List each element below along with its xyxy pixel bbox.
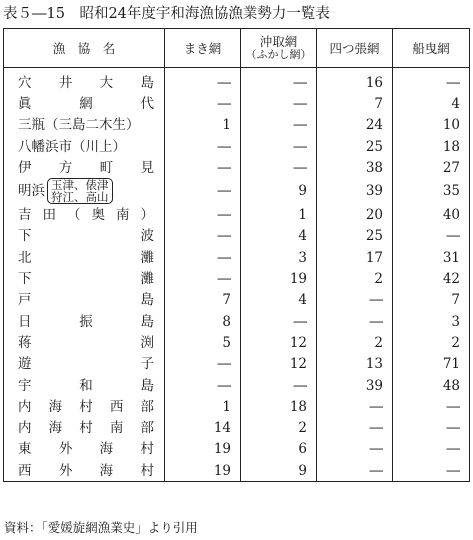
name-text: 明浜 xyxy=(18,183,45,200)
table-row xyxy=(4,354,470,375)
name-with-subareas xyxy=(18,178,113,204)
name-text: 戸島 xyxy=(18,292,154,309)
cell-name xyxy=(4,396,165,417)
cell-makiami: ― xyxy=(165,157,241,178)
subarea-bracket xyxy=(47,178,113,204)
cell-okitori: 18 xyxy=(241,396,317,417)
cell-makiami: ― xyxy=(165,354,241,375)
cell-name xyxy=(4,93,165,114)
cell-name xyxy=(4,417,165,438)
name-text: 東外海村 xyxy=(18,441,154,458)
cell-name xyxy=(4,460,165,482)
name-text: 蒋渕 xyxy=(18,334,154,351)
header-row xyxy=(4,29,470,68)
name-text: 内海村南部 xyxy=(18,420,154,437)
cell-yotsude: ― xyxy=(317,439,393,460)
cell-name xyxy=(4,226,165,247)
name-text: 伊方町見 xyxy=(18,159,154,176)
cell-okitori: 9 xyxy=(241,178,317,204)
cell-name xyxy=(4,311,165,332)
source-note: 資料：「愛媛旋網漁業史」より引用 xyxy=(4,520,198,535)
table-body xyxy=(4,68,470,482)
table-row xyxy=(4,439,470,460)
cell-yotsude: 24 xyxy=(317,115,393,136)
cell-okitori: 19 xyxy=(241,268,317,289)
table-row xyxy=(4,247,470,268)
cell-okitori: ― xyxy=(241,68,317,94)
table-row xyxy=(4,290,470,311)
cell-funahiki: 10 xyxy=(393,115,470,136)
cell-yotsude: ― xyxy=(317,396,393,417)
name-text: 八幡浜市（川上） xyxy=(18,138,126,155)
name-text: 日振島 xyxy=(18,313,154,330)
cell-okitori: 12 xyxy=(241,332,317,353)
header-okitori-sub: （ふかし網） xyxy=(245,48,312,61)
cell-funahiki: 27 xyxy=(393,157,470,178)
cell-yotsude: 25 xyxy=(317,136,393,157)
cell-okitori: 2 xyxy=(241,417,317,438)
table-row xyxy=(4,417,470,438)
cell-name xyxy=(4,332,165,353)
cell-funahiki: 48 xyxy=(393,375,470,396)
cell-makiami: 7 xyxy=(165,290,241,311)
cell-okitori: 9 xyxy=(241,460,317,482)
cell-yotsude: 17 xyxy=(317,247,393,268)
cell-funahiki: ― xyxy=(393,417,470,438)
cell-okitori: ― xyxy=(241,311,317,332)
name-text: 穴井大島 xyxy=(18,74,154,91)
table-row xyxy=(4,115,470,136)
cell-makiami: ― xyxy=(165,226,241,247)
cell-name xyxy=(4,68,165,94)
cell-makiami: 1 xyxy=(165,396,241,417)
cell-makiami: ― xyxy=(165,178,241,204)
cell-okitori: 12 xyxy=(241,354,317,375)
cell-okitori: ― xyxy=(241,136,317,157)
cell-name xyxy=(4,204,165,225)
cell-funahiki: ― xyxy=(393,396,470,417)
table-row xyxy=(4,68,470,94)
cell-funahiki: 7 xyxy=(393,290,470,311)
table-row xyxy=(4,268,470,289)
header-yotsudehari: 四つ張網 xyxy=(317,29,393,68)
cell-yotsude: ― xyxy=(317,417,393,438)
cell-funahiki: 3 xyxy=(393,311,470,332)
name-text: 遊子 xyxy=(18,356,154,373)
cell-yotsude: 20 xyxy=(317,204,393,225)
subarea-line-1: 玉津、俵津 xyxy=(51,178,109,193)
header-name: 漁 協 名 xyxy=(4,29,165,68)
table-title: 表５―15 昭和24年度宇和海漁協漁業勢力一覧表 xyxy=(3,6,330,22)
fishery-table xyxy=(3,28,470,482)
name-text: 下灘 xyxy=(18,271,154,288)
cell-yotsude: 39 xyxy=(317,178,393,204)
cell-yotsude: 2 xyxy=(317,268,393,289)
cell-okitori: 3 xyxy=(241,247,317,268)
cell-yotsude: 38 xyxy=(317,157,393,178)
cell-okitori: ― xyxy=(241,157,317,178)
table-row xyxy=(4,226,470,247)
cell-makiami: ― xyxy=(165,204,241,225)
subarea-line-2: 狩江、高山 xyxy=(51,190,109,205)
cell-name xyxy=(4,247,165,268)
cell-name xyxy=(4,136,165,157)
cell-funahiki: 2 xyxy=(393,332,470,353)
cell-funahiki: 42 xyxy=(393,268,470,289)
cell-yotsude: ― xyxy=(317,290,393,311)
cell-makiami: 19 xyxy=(165,460,241,482)
cell-name xyxy=(4,157,165,178)
name-text: 下波 xyxy=(18,228,154,245)
cell-funahiki: 40 xyxy=(393,204,470,225)
table-row xyxy=(4,204,470,225)
table-row xyxy=(4,375,470,396)
header-okitori xyxy=(241,29,317,68)
table-row xyxy=(4,93,470,114)
table-row xyxy=(4,311,470,332)
cell-yotsude: 13 xyxy=(317,354,393,375)
cell-makiami: 8 xyxy=(165,311,241,332)
cell-okitori: ― xyxy=(241,93,317,114)
table-row xyxy=(4,332,470,353)
cell-yotsude: 25 xyxy=(317,226,393,247)
table-row xyxy=(4,136,470,157)
cell-name xyxy=(4,290,165,311)
cell-makiami: ― xyxy=(165,268,241,289)
cell-makiami: ― xyxy=(165,136,241,157)
cell-makiami: 1 xyxy=(165,115,241,136)
name-text: 西外海村 xyxy=(18,462,154,479)
cell-okitori: 6 xyxy=(241,439,317,460)
name-text: 三瓶（三島二木生） xyxy=(18,117,140,134)
name-text: 吉田（奥南） xyxy=(18,207,154,224)
table-row xyxy=(4,460,470,482)
cell-name xyxy=(4,439,165,460)
cell-okitori: 1 xyxy=(241,204,317,225)
cell-makiami: ― xyxy=(165,68,241,94)
cell-name xyxy=(4,115,165,136)
name-text: 北灘 xyxy=(18,249,154,266)
cell-yotsude: 2 xyxy=(317,332,393,353)
cell-funahiki: 4 xyxy=(393,93,470,114)
cell-makiami: 19 xyxy=(165,439,241,460)
cell-funahiki: ― xyxy=(393,439,470,460)
name-text: 内海村西部 xyxy=(18,398,154,415)
cell-okitori: ― xyxy=(241,115,317,136)
cell-funahiki: 35 xyxy=(393,178,470,204)
cell-okitori: ― xyxy=(241,375,317,396)
header-okitori-main: 沖取網 xyxy=(259,34,298,49)
cell-name xyxy=(4,268,165,289)
cell-makiami: 5 xyxy=(165,332,241,353)
table-row xyxy=(4,157,470,178)
table-row xyxy=(4,178,470,204)
cell-name xyxy=(4,178,165,204)
header-makiami: まき網 xyxy=(165,29,241,68)
header-funahikiami: 船曳網 xyxy=(393,29,470,68)
cell-funahiki: ― xyxy=(393,226,470,247)
cell-name xyxy=(4,375,165,396)
cell-funahiki: ― xyxy=(393,460,470,482)
cell-yotsude: ― xyxy=(317,460,393,482)
table-row xyxy=(4,396,470,417)
cell-makiami: ― xyxy=(165,375,241,396)
cell-funahiki: 71 xyxy=(393,354,470,375)
cell-yotsude: 7 xyxy=(317,93,393,114)
cell-makiami: 14 xyxy=(165,417,241,438)
cell-funahiki: ― xyxy=(393,68,470,94)
cell-okitori: 4 xyxy=(241,290,317,311)
cell-yotsude: 39 xyxy=(317,375,393,396)
cell-makiami: ― xyxy=(165,93,241,114)
cell-yotsude: ― xyxy=(317,311,393,332)
cell-okitori: 4 xyxy=(241,226,317,247)
cell-funahiki: 31 xyxy=(393,247,470,268)
cell-name xyxy=(4,354,165,375)
cell-funahiki: 18 xyxy=(393,136,470,157)
cell-yotsude: 16 xyxy=(317,68,393,94)
name-text: 宇和島 xyxy=(18,377,154,394)
cell-makiami: ― xyxy=(165,247,241,268)
name-text: 眞網代 xyxy=(18,95,154,112)
